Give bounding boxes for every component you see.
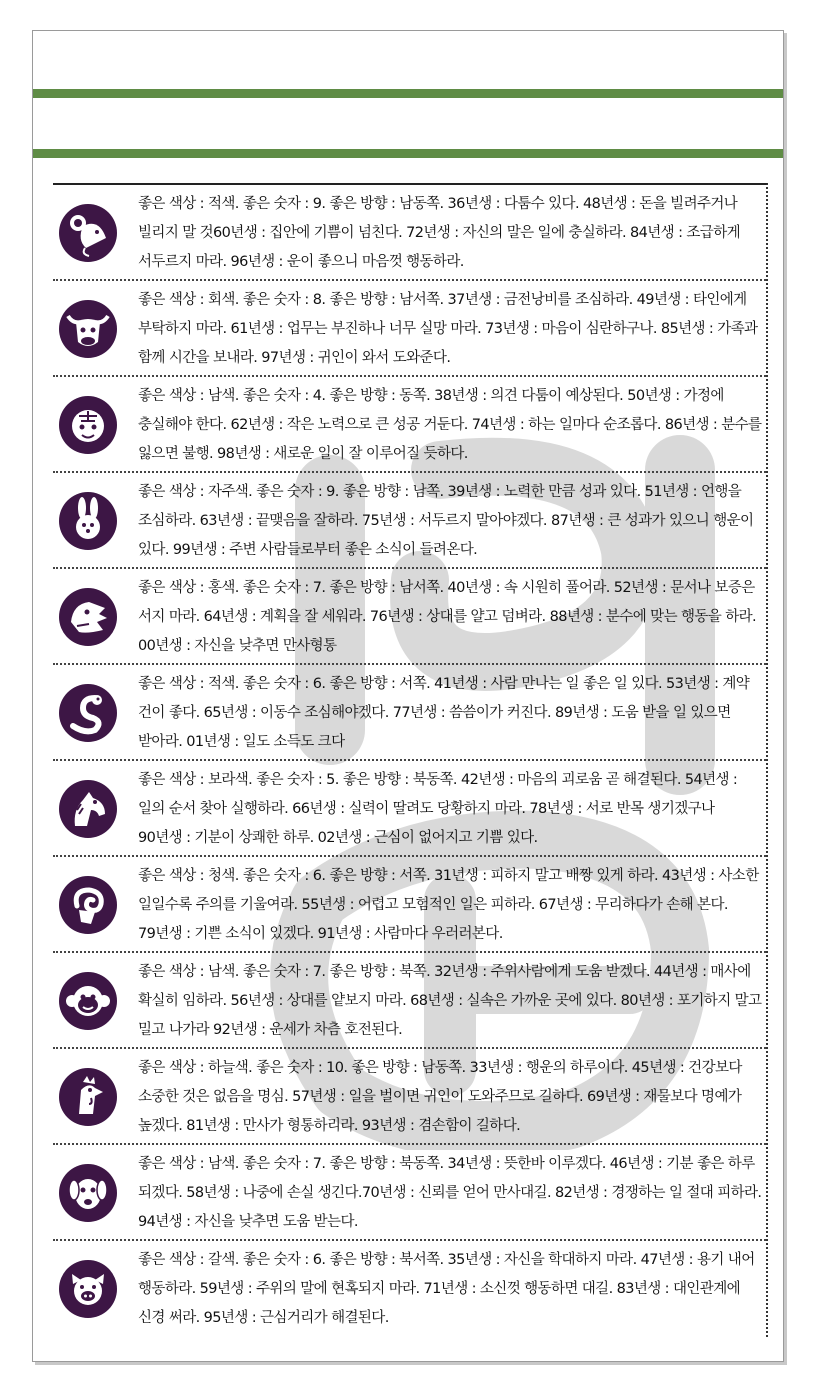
fortune-text: 좋은 색상 : 남색. 좋은 숫자 : 7. 좋은 방향 : 북동쪽. 34년생 : 뜻한바 이루겠다. 46년생 : 기분 좋은 하루 되겠다. 58년생 : 나중에 손실 생긴다.70년생 : 신뢰를 얻어 만사대길. 82년생 : 경쟁하는 일 절대 피하라. 94년생 : 자신을 낮추면 도움 받는다. [138, 1156, 762, 1230]
fortune-text: 좋은 색상 : 적색. 좋은 숫자 : 6. 좋은 방향 : 서쪽. 41년생 : 사람 만나는 일 좋은 일 있다. 53년생 : 계약 건이 좋다. 65년생 : 이동수 조심해야겠다. 77년생 : 씀씀이가 커진다. 89년생 : 도움 받을 일 있으면 받아라. 01년생 : 일도 소득도 크다 [138, 676, 750, 750]
ox-icon [59, 300, 117, 358]
rabbit-icon [59, 492, 117, 550]
fortune-row-horse [53, 761, 766, 857]
fortune-row-pig [53, 1241, 766, 1337]
header-bar-bottom [33, 149, 783, 158]
pig-icon [59, 1260, 117, 1318]
fortune-row-ox [53, 281, 766, 377]
fortune-row-monkey [53, 953, 766, 1049]
fortune-text: 좋은 색상 : 적색. 좋은 숫자 : 9. 좋은 방향 : 남동쪽. 36년생 : 다툼수 있다. 48년생 : 돈을 빌려주거나 빌리지 말 것60년생 : 집안에 기쁨이 넘친다. 72년생 : 자신의 말은 일에 충실하라. 84년생 : 조급하게 서두르지 마라. 96년생 : 운이 좋으니 마음껏 행동하라. [138, 196, 741, 270]
snake-icon [59, 684, 117, 742]
fortune-row-rabbit [53, 473, 766, 569]
fortune-row-tiger [53, 377, 766, 473]
fortune-text: 좋은 색상 : 갈색. 좋은 숫자 : 6. 좋은 방향 : 북서쪽. 35년생 : 자신을 학대하지 마라. 47년생 : 용기 내어 행동하라. 59년생 : 주위의 말에 현혹되지 마라. 71년생 : 소신껏 행동하면 대길. 83년생 : 대인관계에 신경 써라. 95년생 : 근심거리가 해결된다. [138, 1252, 755, 1326]
fortune-row-sheep [53, 857, 766, 953]
fortune-row-rat [53, 185, 766, 281]
fortune-text: 좋은 색상 : 자주색. 좋은 숫자 : 9. 좋은 방향 : 남쪽. 39년생 : 노력한 만큼 성과 있다. 51년생 : 언행을 조심하라. 63년생 : 끝맺음을 잘하라. 75년생 : 서두르지 말아야겠다. 87년생 : 큰 성과가 있으니 행운이 있다. 99년생 : 주변 사람들로부터 좋은 소식이 들려온다. [138, 484, 754, 558]
dragon-icon [59, 588, 117, 646]
fortune-row-snake [53, 665, 766, 761]
sheep-icon [59, 876, 117, 934]
tiger-icon [59, 396, 117, 454]
fortune-text: 좋은 색상 : 남색. 좋은 숫자 : 4. 좋은 방향 : 동쪽. 38년생 : 의견 다툼이 예상된다. 50년생 : 가정에 충실해야 한다. 62년생 : 작은 노력으로 큰 성공 거둔다. 74년생 : 하는 일마다 순조롭다. 86년생 : 분수를 잃으면 불행. 98년생 : 새로운 일이 잘 이루어질 듯하다. [138, 388, 762, 462]
dog-icon [59, 1164, 117, 1222]
monkey-icon [59, 972, 117, 1030]
fortune-text: 좋은 색상 : 하늘색. 좋은 숫자 : 10. 좋은 방향 : 남동쪽. 33년생 : 행운의 하루이다. 45년생 : 건강보다 소중한 것은 없음을 명심. 57년생 : 일을 벌이면 귀인이 도와주므로 길하다. 69년생 : 재물보다 명예가 높겠다. 81년생 : 만사가 형통하리라. 93년생 : 겸손함이 길하다. [138, 1060, 742, 1134]
fortune-text: 좋은 색상 : 남색. 좋은 숫자 : 7. 좋은 방향 : 북쪽. 32년생 : 주위사람에게 도움 받겠다. 44년생 : 매사에 확실히 임하라. 56년생 : 상대를 얕보지 마라. 68년생 : 실속은 가까운 곳에 있다. 80년생 : 포기하지 말고 밀고 나가라 92년생 : 운세가 차츰 호전된다. [138, 964, 762, 1038]
fortune-row-dragon [53, 569, 766, 665]
fortune-text: 좋은 색상 : 회색. 좋은 숫자 : 8. 좋은 방향 : 남서쪽. 37년생 : 금전낭비를 조심하라. 49년생 : 타인에게 부탁하지 마라. 61년생 : 업무는 부진하나 너무 실망 마라. 73년생 : 마음이 심란하구나. 85년생 : 가족과 함께 시간을 보내라. 97년생 : 귀인이 와서 도와준다. [138, 292, 758, 366]
fortune-row-dog [53, 1145, 766, 1241]
fortune-text: 좋은 색상 : 보라색. 좋은 숫자 : 5. 좋은 방향 : 북동쪽. 42년생 : 마음의 괴로움 곧 해결된다. 54년생 : 일의 순서 찾아 실행하라. 66년생 : 실력이 딸려도 당황하지 마라. 78년생 : 서로 반목 생기겠구나 90년생 : 기분이 상쾌한 하루. 02년생 : 근심이 없어지고 기쁨 있다. [138, 772, 738, 846]
fortune-text: 좋은 색상 : 홍색. 좋은 숫자 : 7. 좋은 방향 : 남서쪽. 40년생 : 속 시원히 풀어라. 52년생 : 문서나 보증은 서지 마라. 64년생 : 계획을 잘 세워라. 76년생 : 상대를 얄고 덤벼라. 88년생 : 분수에 맞는 행동을 하라. 00년생 : 자신을 낮추면 만사형통 [138, 580, 757, 654]
fortune-list [53, 183, 768, 1337]
fortune-text: 좋은 색상 : 청색. 좋은 숫자 : 6. 좋은 방향 : 서쪽. 31년생 : 피하지 말고 배짱 있게 하라. 43년생 : 사소한 일일수록 주의를 기울여라. 55년생 : 어렵고 모험적인 일은 피하라. 67년생 : 무리하다가 손해 본다. 79년생 : 기쁜 소식이 있겠다. 91년생 : 사람마다 우러러본다. [138, 868, 759, 942]
header-bar-top [33, 89, 783, 98]
rooster-icon [59, 1068, 117, 1126]
horse-icon [59, 780, 117, 838]
rat-icon [59, 204, 117, 262]
fortune-row-rooster [53, 1049, 766, 1145]
